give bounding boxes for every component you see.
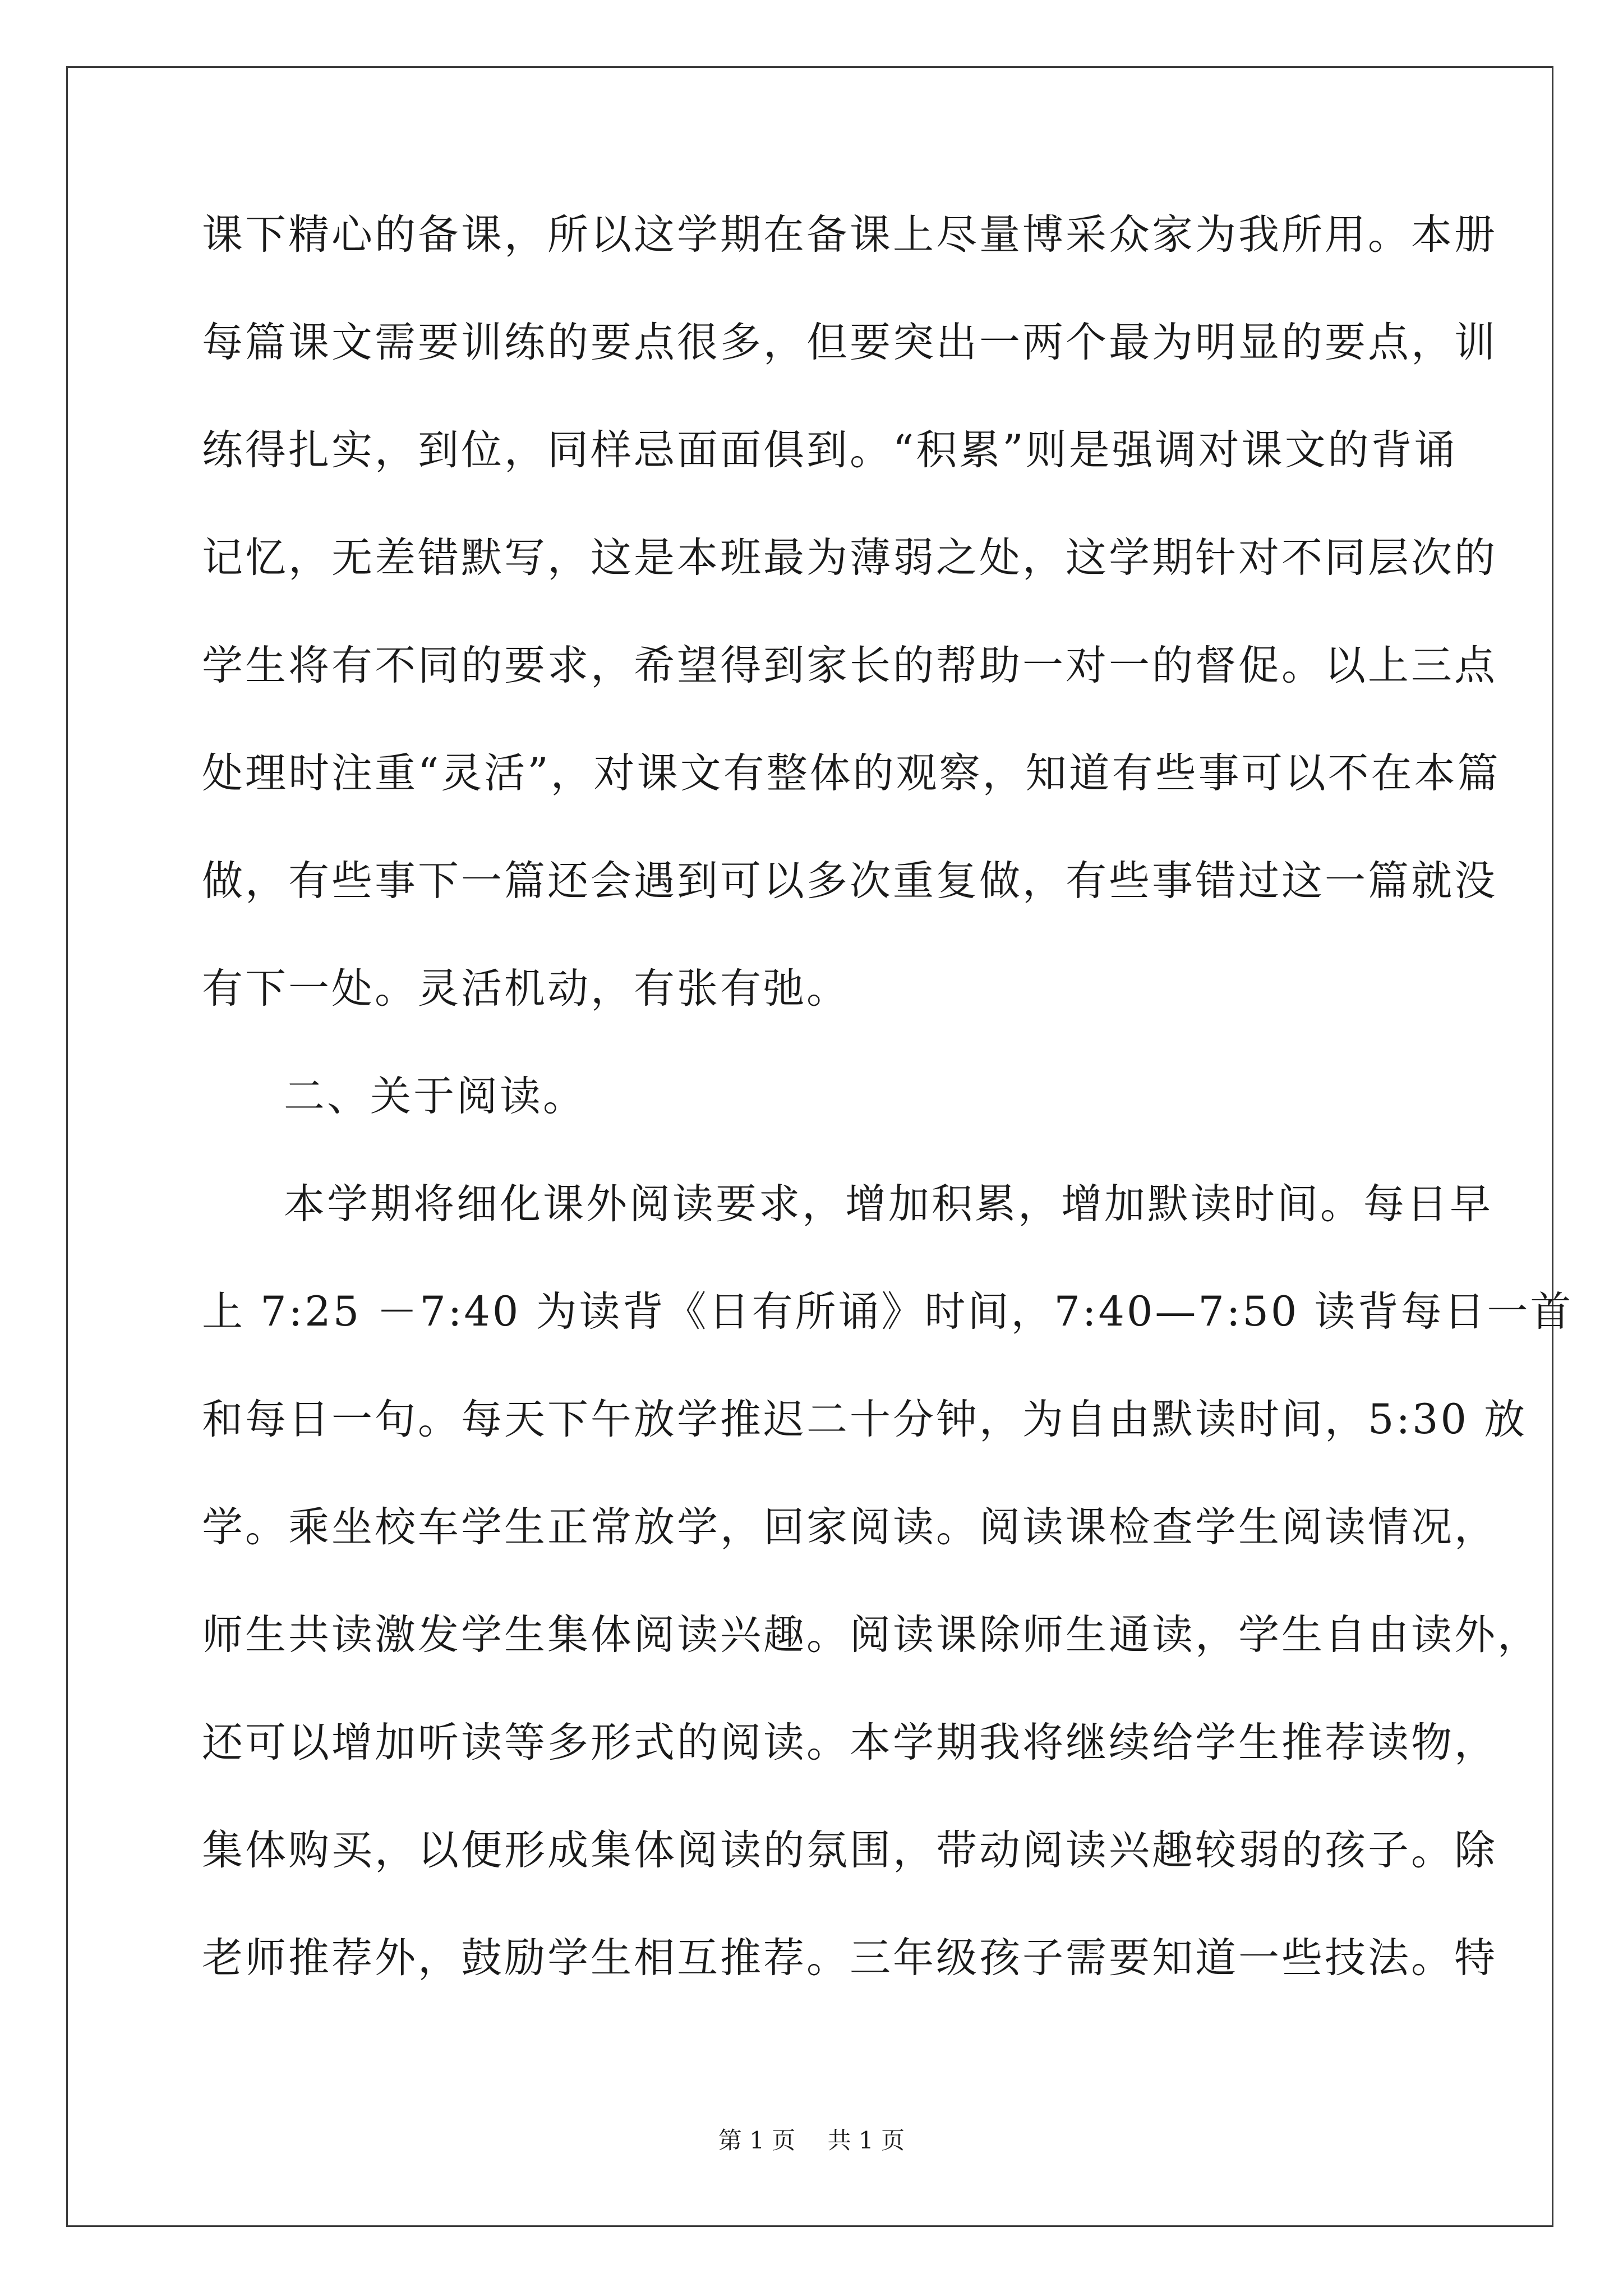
- text-line: 课下精心的备课，所以这学期在备课上尽量博采众家为我所用。本册: [202, 211, 1497, 259]
- text-line: 处理时注重“灵活”，对课文有整体的观察，知道有些事可以不在本篇: [202, 749, 1501, 797]
- section-heading: 二、关于阅读。: [284, 1073, 586, 1120]
- page-footer: [0, 2129, 1623, 2152]
- text-line: 学生将有不同的要求，希望得到家长的帮助一对一的督促。以上三点: [202, 642, 1497, 689]
- text-line: 老师推荐外，鼓励学生相互推荐。三年级孩子需要知道一些技法。特: [202, 1934, 1497, 1982]
- text-line: 和每日一句。每天下午放学推迟二十分钟，为自由默读时间，5:30 放: [202, 1396, 1528, 1443]
- text-line: 做，有些事下一篇还会遇到可以多次重复做，有些事错过这一篇就没: [202, 857, 1497, 905]
- text-line: 练得扎实，到位，同样忌面面俱到。“积累”则是强调对课文的背诵: [202, 426, 1458, 474]
- text-line: 学。乘坐校车学生正常放学，回家阅读。阅读课检查学生阅读情况，: [202, 1503, 1497, 1551]
- text-line: 师生共读激发学生集体阅读兴趣。阅读课除师生通读，学生自由读外，: [202, 1611, 1541, 1659]
- page-total: 共 1 页: [827, 2127, 905, 2154]
- text-line: 记忆，无差错默写，这是本班最为薄弱之处，这学期针对不同层次的: [202, 534, 1497, 582]
- page-number: 第 1 页: [718, 2127, 796, 2154]
- text-line: 每篇课文需要训练的要点很多，但要突出一两个最为明显的要点，训: [202, 319, 1497, 366]
- text-line: 本学期将细化课外阅读要求，增加积累，增加默读时间。每日早: [284, 1180, 1493, 1228]
- text-line: 还可以增加听读等多形式的阅读。本学期我将继续给学生推荐读物，: [202, 1719, 1497, 1766]
- text-line: 上 7:25 －7:40 为读背《日有所诵》时间，7:40—7:50 读背每日一首: [202, 1288, 1574, 1336]
- text-line: 集体购买，以便形成集体阅读的氛围，带动阅读兴趣较弱的孩子。除: [202, 1826, 1497, 1874]
- text-line: 有下一处。灵活机动，有张有弛。: [202, 965, 850, 1013]
- document-body: [202, 211, 1574, 2045]
